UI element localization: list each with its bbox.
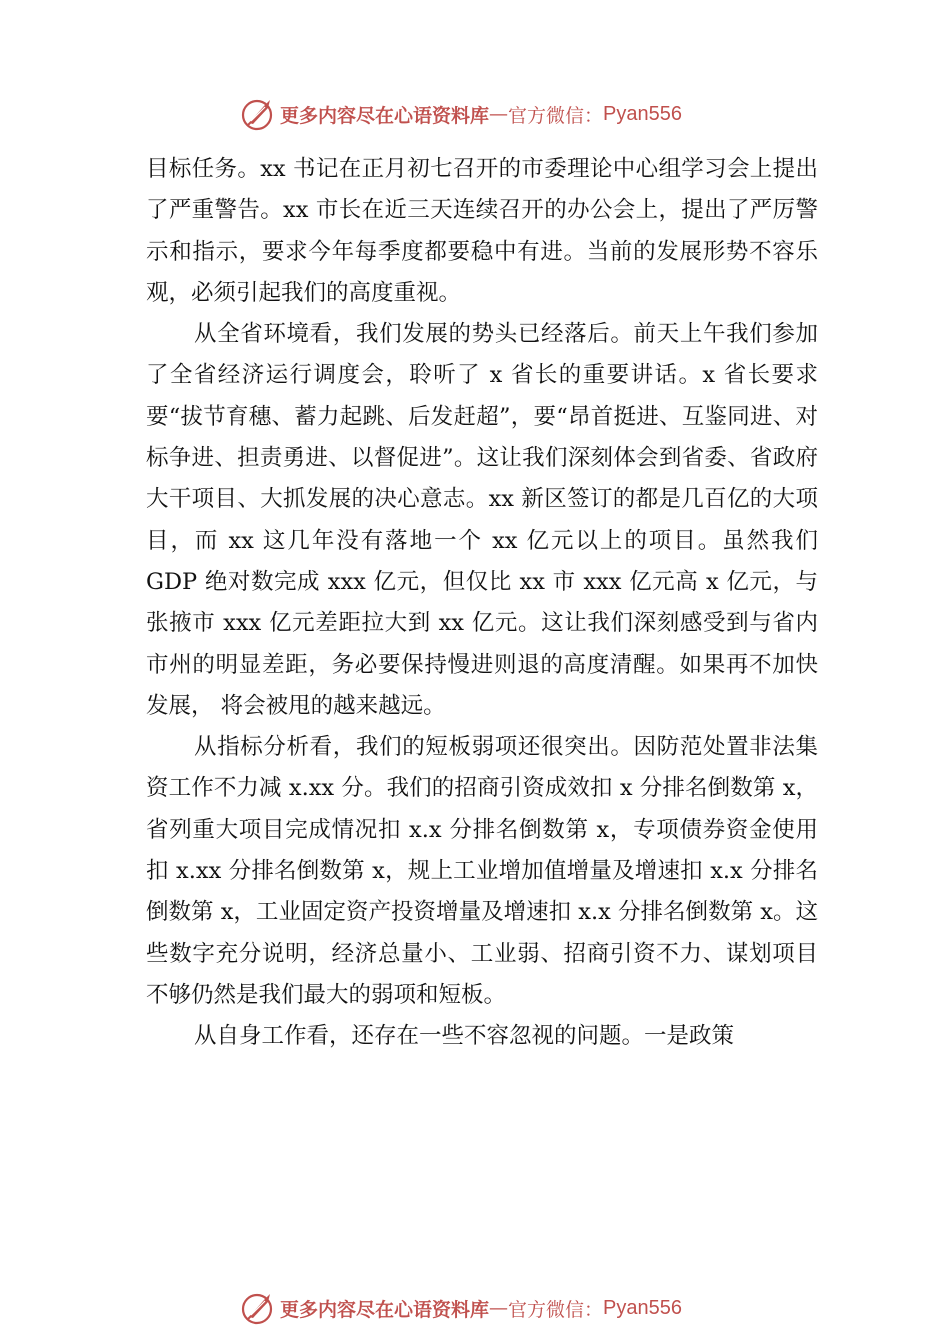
watermark-main-text: 更多内容尽在心语资料库 (280, 104, 490, 127)
watermark-account: Pyan556 (603, 1296, 682, 1319)
watermark-separator: — (489, 1297, 509, 1319)
paragraph-province-environment: 从全省环境看，我们发展的势头已经落后。前天上午我们参加了全省经济运行调度会，聆听了 x 省长的重要讲话。x 省长要求要“拔节育穗、蓄力起跳、后发赶超”，要“昂首挺进、互鉴同进、对标争进、担责勇进、以督促进”。这让我们深刻体会到省委、省政府大干项目、大抓发展的决心意志。xx 新区签订的都是几百亿的大项目，而 xx 这几年没有落地一个 xx 亿元以上的项目。虽然我们 GDP 绝对数完成 xxx 亿元，但仅比 xx 市 xxx 亿元高 x 亿元，与张掖市 xxx 亿元差距拉大到 xx 亿元。这让我们深刻感受到与省内市州的明显差距，务必要保持慢进则退的高度清醒。如果再不加快发展， 将会被甩的越来越远。 (146, 321, 818, 719)
header-watermark (240, 94, 682, 134)
watermark-label: 官方微信： (508, 1298, 604, 1321)
footer-watermark (240, 1288, 682, 1328)
quill-pen-logo-icon (240, 96, 276, 132)
watermark-account: Pyan556 (603, 102, 682, 125)
paragraph-own-work: 从自身工作看，还存在一些不容忽视的问题。一是政策 (194, 1023, 735, 1050)
watermark-separator: — (489, 103, 509, 125)
document-body (146, 149, 818, 1058)
quill-pen-logo-icon (240, 1290, 276, 1326)
paragraph-indicator-analysis: 从指标分析看，我们的短板弱项还很突出。因防范处置非法集资工作不力减 x.xx 分。我们的招商引资成效扣 x 分排名倒数第 x，省列重大项目完成情况扣 x.x 分排名倒数第 x，专项债券资金使用扣 x.xx 分排名倒数第 x，规上工业增加值增量及增速扣 x.x 分排名倒数第 x，工业固定资产投资增量及增速扣 x.x 分排名倒数第 x。这些数字充分说明，经济总量小、工业弱、招商引资不力、谋划项目不够仍然是我们最大的弱项和短板。 (146, 734, 818, 1008)
watermark-main-text: 更多内容尽在心语资料库 (280, 1298, 490, 1321)
watermark-label: 官方微信： (508, 104, 604, 127)
paragraph-continued: 目标任务。xx 书记在正月初七召开的市委理论中心组学习会上提出了严重警告。xx 市长在近三天连续召开的办公会上，提出了严厉警示和指示，要求今年每季度都要稳中有进。当前的发展形势不容乐观，必须引起我们的高度重视。 (146, 156, 818, 306)
